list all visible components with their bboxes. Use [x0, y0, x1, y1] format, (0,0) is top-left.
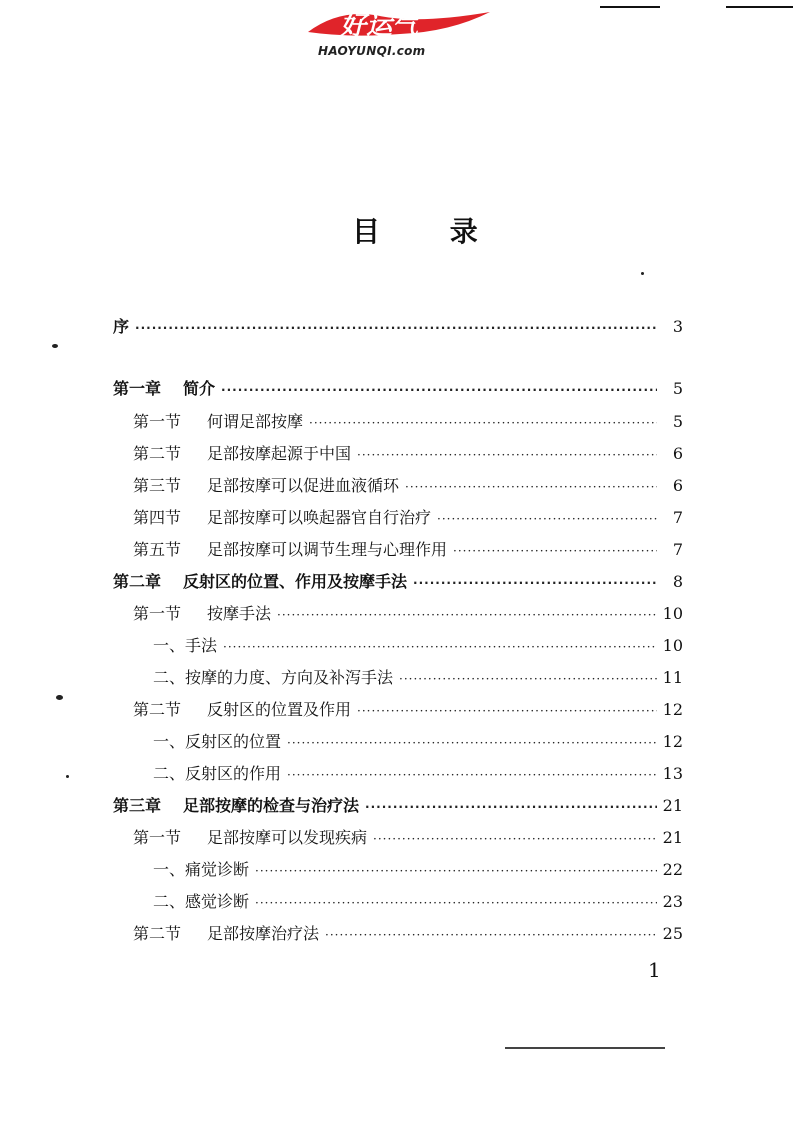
toc-leader-dots: [365, 800, 657, 814]
toc-page-number: 7: [672, 540, 683, 559]
scan-speck: [56, 695, 63, 700]
logo-swoosh-icon: [300, 2, 500, 46]
scan-speck: [66, 775, 69, 778]
toc-section-label: 第一节: [133, 412, 182, 431]
toc-entry: [133, 537, 683, 563]
toc-leader-dots: [287, 736, 657, 750]
toc-entry-title: 足部按摩可以发现疾病: [207, 828, 368, 847]
toc-entry-title: 序: [113, 317, 130, 336]
toc-leader-dots: [413, 576, 657, 590]
toc-entry-title: 何谓足部按摩: [207, 412, 304, 431]
toc-leader-dots: [437, 512, 657, 526]
toc-entry-title: 足部按摩的检查与治疗法: [183, 796, 360, 815]
toc-entry-title: 一、痛觉诊断: [153, 860, 250, 879]
toc-leader-dots: [453, 544, 657, 558]
scan-speck: [52, 344, 58, 348]
toc-page-number: 10: [662, 636, 683, 655]
toc-entry-title: 二、反射区的作用: [153, 764, 282, 783]
toc-entry-title: 二、按摩的力度、方向及补泻手法: [153, 668, 394, 687]
toc-leader-dots: [357, 448, 657, 462]
toc-section-label: 第三节: [133, 476, 182, 495]
toc-leader-dots: [357, 704, 657, 718]
toc-leader-dots: [223, 640, 657, 654]
toc-entry: [153, 729, 683, 755]
toc-entry: [133, 697, 683, 723]
toc-page-number: 12: [662, 732, 683, 751]
toc-page-number: 7: [672, 508, 683, 527]
toc-leader-dots: [277, 608, 657, 622]
toc-entry: [153, 857, 683, 883]
logo-brand: 好运气: [340, 11, 419, 41]
toc-entry-title: 足部按摩可以调节生理与心理作用: [207, 540, 448, 559]
toc-page-number: 5: [672, 379, 683, 398]
page-number: 1: [648, 958, 661, 982]
toc-entry-title: 按摩手法: [207, 604, 272, 623]
toc-entry-title: 足部按摩治疗法: [207, 924, 320, 943]
toc-entry-title: 足部按摩可以唤起器官自行治疗: [207, 508, 432, 527]
toc-section-label: 第二节: [133, 700, 182, 719]
logo-url: HAOYUNQI.com: [318, 44, 426, 58]
toc-entry: [133, 473, 683, 499]
toc-section-label: 第二章: [113, 572, 162, 591]
toc-entry-title: 一、手法: [153, 636, 218, 655]
toc-page-number: 13: [662, 764, 683, 783]
toc-page-number: 10: [662, 604, 683, 623]
toc-page-number: 25: [662, 924, 683, 943]
toc-entry: [133, 601, 683, 627]
toc-section-label: 第五节: [133, 540, 182, 559]
toc-entry: [153, 665, 683, 691]
toc-leader-dots: [373, 832, 657, 846]
toc-entry-title: 二、感觉诊断: [153, 892, 250, 911]
toc-leader-dots: [221, 383, 657, 397]
toc-page-number: 8: [672, 572, 683, 591]
toc-entry: [133, 921, 683, 947]
toc-entry: [113, 314, 683, 340]
toc-section-label: 第二节: [133, 924, 182, 943]
toc-page-number: 12: [662, 700, 683, 719]
toc-page-number: 3: [672, 317, 683, 336]
toc-page-number: 21: [662, 828, 683, 847]
toc-entry-title: 足部按摩起源于中国: [207, 444, 352, 463]
toc-leader-dots: [255, 896, 657, 910]
toc-entry-title: 简介: [183, 379, 216, 398]
toc-leader-dots: [325, 928, 657, 942]
toc-leader-dots: [405, 480, 657, 494]
toc-page-number: 22: [662, 860, 683, 879]
toc-leader-dots: [287, 768, 657, 782]
toc-entry: [133, 409, 683, 435]
toc-leader-dots: [135, 321, 657, 335]
toc-section-label: 第一节: [133, 828, 182, 847]
toc-entry: [133, 825, 683, 851]
toc-entry: [153, 889, 683, 915]
toc-entry: [113, 793, 683, 819]
toc-page-number: 6: [672, 444, 683, 463]
top-rule-right: [726, 6, 793, 8]
toc-section-label: 第一节: [133, 604, 182, 623]
toc-section-label: 第二节: [133, 444, 182, 463]
toc-entry: [133, 505, 683, 531]
toc-entry: [133, 441, 683, 467]
toc-section-label: 第三章: [113, 796, 162, 815]
toc-entry-title: 反射区的位置及作用: [207, 700, 352, 719]
toc-section-label: 第四节: [133, 508, 182, 527]
toc-leader-dots: [399, 672, 657, 686]
toc-entry: [153, 761, 683, 787]
scan-speck: [641, 272, 644, 275]
toc-entry-title: 足部按摩可以促进血液循环: [207, 476, 400, 495]
scan-line: [505, 1047, 665, 1049]
toc-page-number: 21: [662, 796, 683, 815]
page-title: 目 录: [352, 215, 508, 248]
toc-page-number: 23: [662, 892, 683, 911]
toc-entry-title: 反射区的位置、作用及按摩手法: [183, 572, 408, 591]
toc-entry: [153, 633, 683, 659]
toc-entry-title: 一、反射区的位置: [153, 732, 282, 751]
toc-page-number: 5: [672, 412, 683, 431]
toc-page-number: 11: [662, 668, 683, 687]
toc-entry: [113, 376, 683, 402]
toc-entry: [113, 569, 683, 595]
toc-section-label: 第一章: [113, 379, 162, 398]
toc-page-number: 6: [672, 476, 683, 495]
top-rule-left: [600, 6, 660, 8]
toc-leader-dots: [309, 416, 657, 430]
toc-leader-dots: [255, 864, 657, 878]
